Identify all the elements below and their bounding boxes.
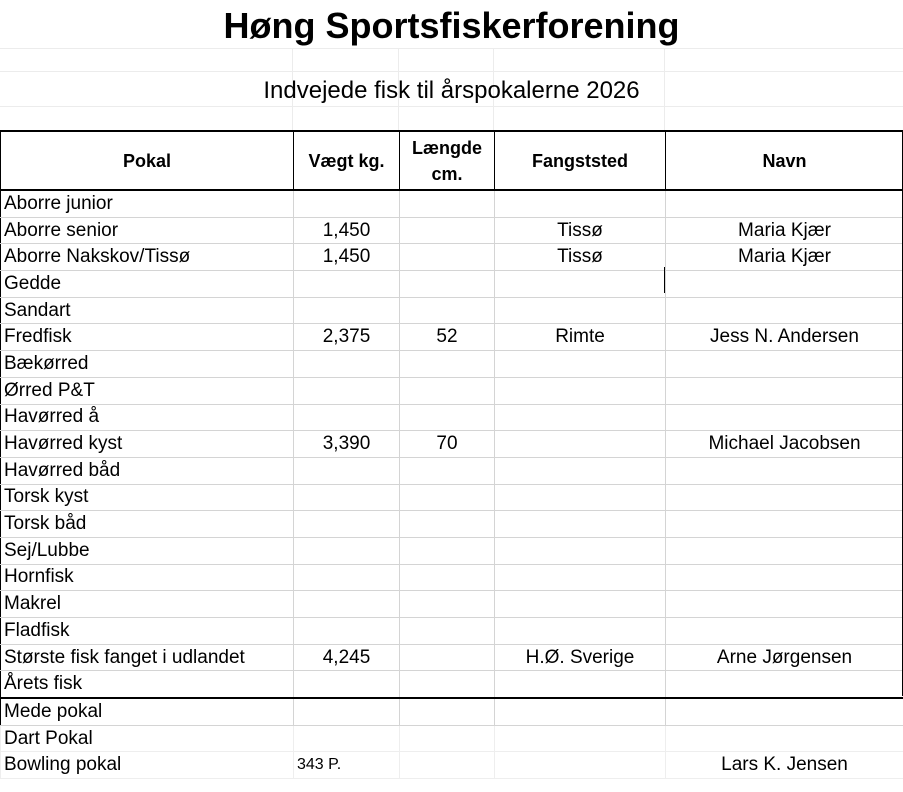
cell-laengde xyxy=(400,618,495,645)
cell-pokal: Havørred båd xyxy=(1,457,294,484)
cell-fangststed xyxy=(495,377,666,404)
cell-navn: Lars K. Jensen xyxy=(666,752,903,779)
cell-navn xyxy=(666,297,903,324)
cell-fangststed xyxy=(495,591,666,618)
cell-pokal: Årets fisk xyxy=(1,671,294,698)
cell-vaegt xyxy=(294,618,400,645)
cell-pokal: Torsk båd xyxy=(1,511,294,538)
cell-pokal: Bowling pokal xyxy=(1,752,294,779)
cell-navn: Jess N. Andersen xyxy=(666,324,903,351)
cell-laengde xyxy=(400,377,495,404)
cell-fangststed xyxy=(495,484,666,511)
col-header-navn: Navn xyxy=(666,131,903,190)
cell-navn: Michael Jacobsen xyxy=(666,431,903,458)
cell-fangststed xyxy=(495,431,666,458)
gridline xyxy=(0,71,903,72)
cell-vaegt: 3,390 xyxy=(294,431,400,458)
cell-vaegt: 4,245 xyxy=(294,644,400,671)
cell-fangststed xyxy=(495,537,666,564)
cell-laengde xyxy=(400,537,495,564)
trophy-table xyxy=(0,130,903,779)
table-row xyxy=(1,351,903,378)
cell-navn xyxy=(666,671,903,698)
cell-laengde xyxy=(400,671,495,698)
cell-vaegt xyxy=(294,377,400,404)
cell-navn xyxy=(666,271,903,298)
col-header-laengde xyxy=(400,131,495,190)
col-header-laengde-line2: cm. xyxy=(431,163,463,184)
cell-vaegt xyxy=(294,351,400,378)
table-row xyxy=(1,297,903,324)
table-row xyxy=(1,404,903,431)
gridline xyxy=(0,48,903,49)
cell-pokal: Største fisk fanget i udlandet xyxy=(1,644,294,671)
cell-vaegt xyxy=(294,537,400,564)
cell-vaegt xyxy=(294,698,400,725)
table-row xyxy=(1,671,903,698)
cell-navn xyxy=(666,564,903,591)
cell-navn xyxy=(666,484,903,511)
cell-vaegt xyxy=(294,404,400,431)
table-row xyxy=(1,217,903,244)
cell-navn xyxy=(666,618,903,645)
table-row xyxy=(1,377,903,404)
cell-fangststed xyxy=(495,618,666,645)
table-row xyxy=(1,644,903,671)
cell-pokal: Gedde xyxy=(1,271,294,298)
cell-laengde xyxy=(400,752,495,779)
table-row xyxy=(1,511,903,538)
cell-fangststed: Rimte xyxy=(495,324,666,351)
cell-pokal: Aborre junior xyxy=(1,190,294,217)
cell-laengde xyxy=(400,698,495,725)
cell-laengde xyxy=(400,457,495,484)
cell-pokal: Sandart xyxy=(1,297,294,324)
col-header-pokal: Pokal xyxy=(1,131,294,190)
table-row xyxy=(1,564,903,591)
cell-pokal: Bækørred xyxy=(1,351,294,378)
cell-vaegt xyxy=(294,190,400,217)
cell-laengde xyxy=(400,564,495,591)
cell-laengde xyxy=(400,244,495,271)
cell-laengde xyxy=(400,644,495,671)
cell-border-mark xyxy=(664,267,665,293)
table-row xyxy=(1,484,903,511)
cell-fangststed: H.Ø. Sverige xyxy=(495,644,666,671)
cell-vaegt xyxy=(294,457,400,484)
cell-fangststed xyxy=(495,725,666,752)
cell-fangststed: Tissø xyxy=(495,217,666,244)
cell-laengde xyxy=(400,351,495,378)
cell-vaegt xyxy=(294,297,400,324)
cell-pokal: Havørred å xyxy=(1,404,294,431)
table-row xyxy=(1,431,903,458)
cell-navn xyxy=(666,725,903,752)
cell-laengde xyxy=(400,591,495,618)
cell-fangststed xyxy=(495,271,666,298)
table-row xyxy=(1,271,903,298)
document-title: Høng Sportsfiskerforening xyxy=(223,5,680,46)
header-row xyxy=(1,131,903,190)
cell-laengde xyxy=(400,190,495,217)
cell-laengde: 52 xyxy=(400,324,495,351)
table-row xyxy=(1,618,903,645)
cell-pokal: Aborre senior xyxy=(1,217,294,244)
table-row xyxy=(1,190,903,217)
cell-vaegt: 1,450 xyxy=(294,217,400,244)
cell-vaegt xyxy=(294,591,400,618)
col-header-vaegt: Vægt kg. xyxy=(294,131,400,190)
cell-laengde xyxy=(400,511,495,538)
cell-vaegt xyxy=(294,511,400,538)
cell-laengde xyxy=(400,484,495,511)
cell-vaegt xyxy=(294,484,400,511)
cell-pokal: Makrel xyxy=(1,591,294,618)
cell-laengde: 70 xyxy=(400,431,495,458)
document-subtitle: Indvejede fisk til årspokalerne 2026 xyxy=(263,77,640,104)
cell-fangststed xyxy=(495,190,666,217)
cell-fangststed xyxy=(495,752,666,779)
cell-navn: Maria Kjær xyxy=(666,244,903,271)
cell-fangststed xyxy=(495,511,666,538)
cell-vaegt xyxy=(294,271,400,298)
cell-navn xyxy=(666,537,903,564)
cell-fangststed xyxy=(495,404,666,431)
cell-laengde xyxy=(400,404,495,431)
table-row xyxy=(1,698,903,725)
cell-laengde xyxy=(400,271,495,298)
cell-pokal: Fladfisk xyxy=(1,618,294,645)
cell-navn xyxy=(666,698,903,725)
cell-vaegt xyxy=(294,564,400,591)
cell-navn: Maria Kjær xyxy=(666,217,903,244)
cell-laengde xyxy=(400,297,495,324)
cell-fangststed xyxy=(495,457,666,484)
cell-navn: Arne Jørgensen xyxy=(666,644,903,671)
cell-pokal: Mede pokal xyxy=(1,698,294,725)
cell-fangststed xyxy=(495,564,666,591)
cell-vaegt xyxy=(294,671,400,698)
cell-pokal: Ørred P&T xyxy=(1,377,294,404)
cell-vaegt: 343 P. xyxy=(294,752,400,779)
table-row xyxy=(1,591,903,618)
table-row xyxy=(1,537,903,564)
table-row xyxy=(1,457,903,484)
cell-fangststed xyxy=(495,351,666,378)
cell-fangststed: Tissø xyxy=(495,244,666,271)
table-row xyxy=(1,244,903,271)
cell-navn xyxy=(666,351,903,378)
cell-pokal: Dart Pokal xyxy=(1,725,294,752)
cell-vaegt: 1,450 xyxy=(294,244,400,271)
cell-laengde xyxy=(400,725,495,752)
cell-vaegt xyxy=(294,725,400,752)
cell-navn xyxy=(666,404,903,431)
table-row xyxy=(1,324,903,351)
cell-fangststed xyxy=(495,671,666,698)
cell-laengde xyxy=(400,217,495,244)
cell-navn xyxy=(666,457,903,484)
col-header-fangststed: Fangststed xyxy=(495,131,666,190)
cell-pokal: Sej/Lubbe xyxy=(1,537,294,564)
table-row xyxy=(1,725,903,752)
cell-fangststed xyxy=(495,297,666,324)
cell-pokal: Hornfisk xyxy=(1,564,294,591)
cell-pokal: Havørred kyst xyxy=(1,431,294,458)
cell-navn xyxy=(666,190,903,217)
table-row xyxy=(1,752,903,779)
cell-pokal: Torsk kyst xyxy=(1,484,294,511)
cell-navn xyxy=(666,377,903,404)
cell-vaegt: 2,375 xyxy=(294,324,400,351)
cell-navn xyxy=(666,511,903,538)
cell-navn xyxy=(666,591,903,618)
cell-pokal: Aborre Nakskov/Tissø xyxy=(1,244,294,271)
cell-fangststed xyxy=(495,698,666,725)
cell-pokal: Fredfisk xyxy=(1,324,294,351)
col-header-laengde-line1: Længde xyxy=(412,137,482,158)
